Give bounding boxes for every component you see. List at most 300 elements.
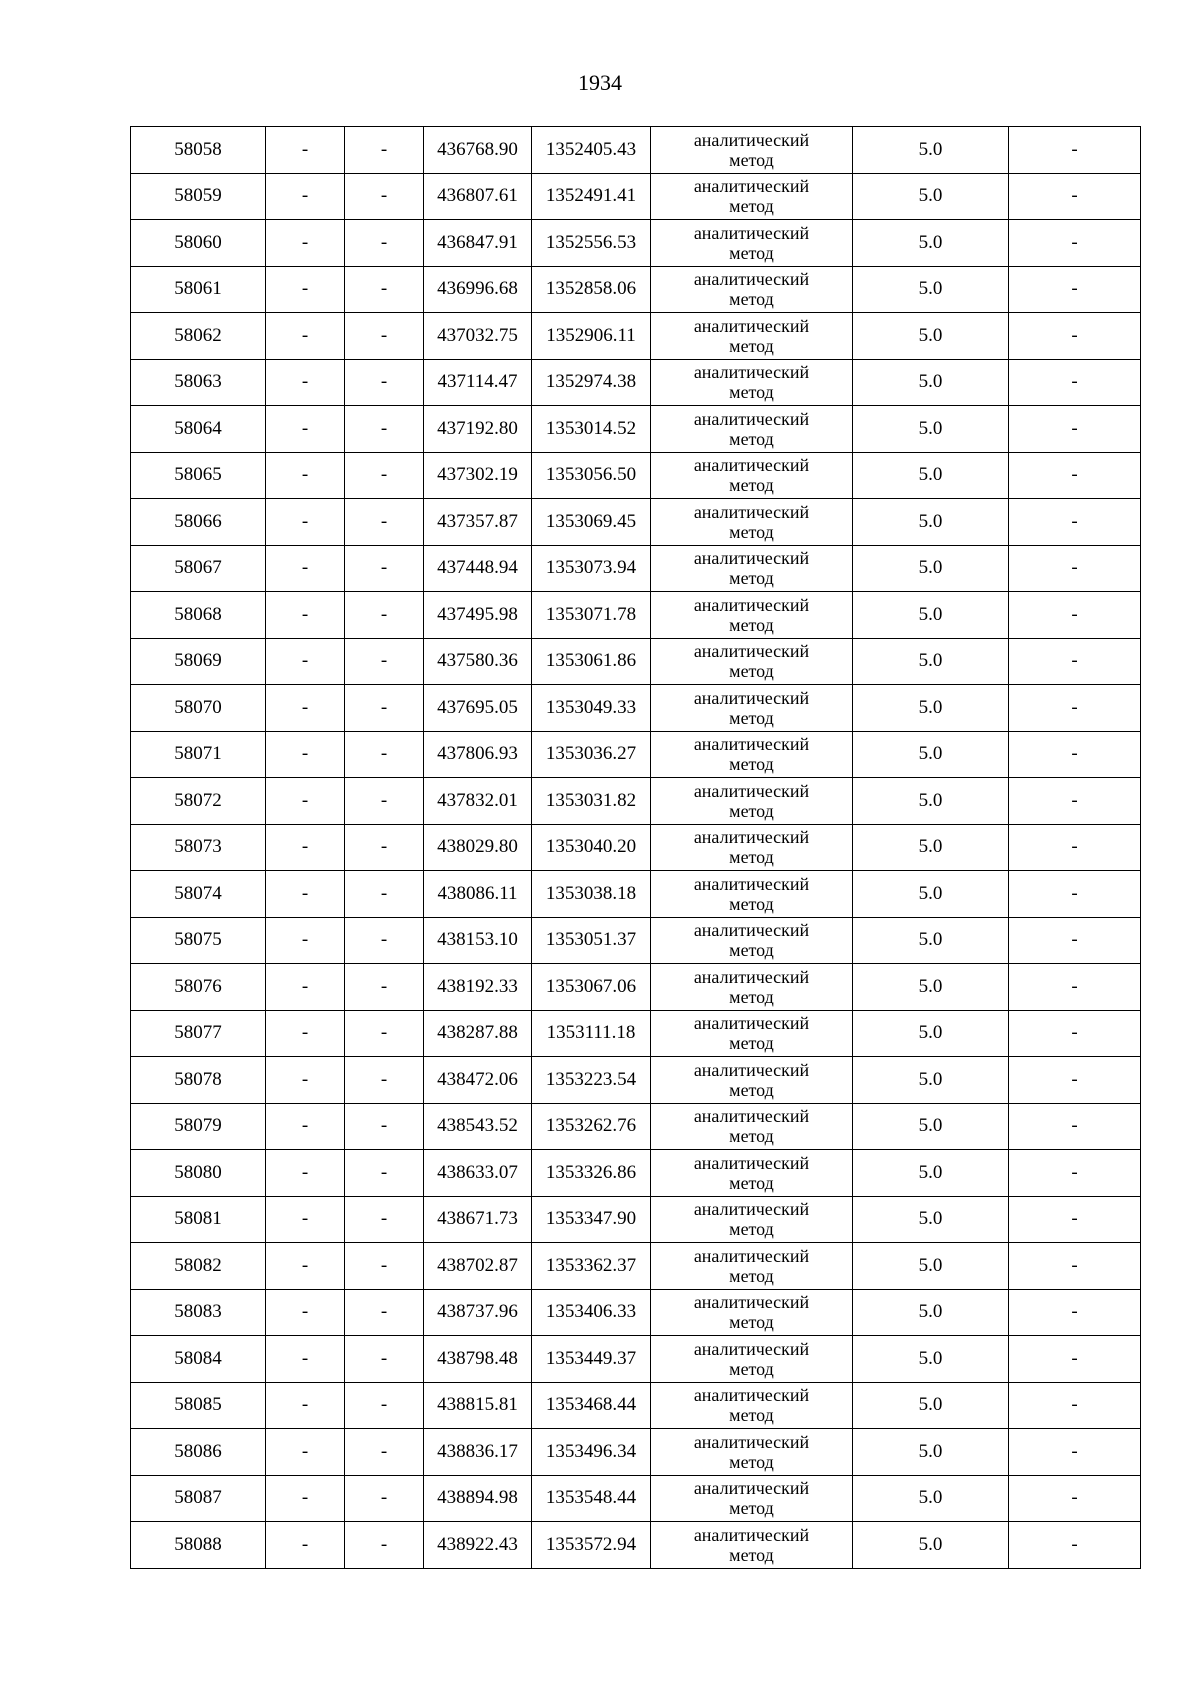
table-row [131,1243,1141,1290]
empty-dash-cell: - [345,1336,424,1383]
method-line-2: метод [729,335,774,356]
method-cell [651,871,853,918]
method-cell [651,638,853,685]
y-coordinate-cell: 1352491.41 [532,173,651,220]
point-number-cell: 58087 [131,1475,266,1522]
point-number-cell: 58067 [131,545,266,592]
y-coordinate-cell: 1353449.37 [532,1336,651,1383]
x-coordinate-cell: 436996.68 [424,266,532,313]
empty-dash-cell: - [345,1382,424,1429]
method-cell [651,1057,853,1104]
precision-cell: 5.0 [853,1522,1009,1569]
empty-dash-cell: - [345,1196,424,1243]
point-number-cell: 58078 [131,1057,266,1104]
table-row [131,1150,1141,1197]
empty-dash-cell: - [345,871,424,918]
note-cell: - [1009,731,1141,778]
empty-dash-cell: - [266,499,345,546]
y-coordinate-cell: 1353038.18 [532,871,651,918]
y-coordinate-cell: 1352906.11 [532,313,651,360]
empty-dash-cell: - [266,824,345,871]
note-cell: - [1009,1150,1141,1197]
precision-cell: 5.0 [853,1382,1009,1429]
point-number-cell: 58073 [131,824,266,871]
method-line-2: метод [729,986,774,1007]
method-line-2: метод [729,847,774,868]
note-cell: - [1009,1057,1141,1104]
y-coordinate-cell: 1353362.37 [532,1243,651,1290]
empty-dash-cell: - [345,359,424,406]
point-number-cell: 58064 [131,406,266,453]
method-cell [651,127,853,174]
method-line-1: аналитический [693,455,810,476]
empty-dash-cell: - [345,824,424,871]
x-coordinate-cell: 437032.75 [424,313,532,360]
precision-cell: 5.0 [853,1103,1009,1150]
method-line-1: аналитический [693,1106,810,1127]
precision-cell: 5.0 [853,220,1009,267]
empty-dash-cell: - [345,1289,424,1336]
y-coordinate-cell: 1353036.27 [532,731,651,778]
y-coordinate-cell: 1353061.86 [532,638,651,685]
method-line-1: аналитический [693,966,810,987]
note-cell: - [1009,499,1141,546]
note-cell: - [1009,871,1141,918]
y-coordinate-cell: 1353111.18 [532,1010,651,1057]
method-cell [651,173,853,220]
method-cell [651,685,853,732]
precision-cell: 5.0 [853,499,1009,546]
empty-dash-cell: - [345,1103,424,1150]
precision-cell: 5.0 [853,592,1009,639]
note-cell: - [1009,1336,1141,1383]
method-line-2: метод [729,1265,774,1286]
method-line-2: метод [729,1544,774,1565]
empty-dash-cell: - [266,545,345,592]
empty-dash-cell: - [266,1196,345,1243]
x-coordinate-cell: 438472.06 [424,1057,532,1104]
method-line-2: метод [729,893,774,914]
empty-dash-cell: - [345,685,424,732]
table-row [131,1429,1141,1476]
precision-cell: 5.0 [853,638,1009,685]
x-coordinate-cell: 438086.11 [424,871,532,918]
method-cell [651,778,853,825]
x-coordinate-cell: 437302.19 [424,452,532,499]
point-number-cell: 58085 [131,1382,266,1429]
table-row [131,592,1141,639]
table-row [131,778,1141,825]
method-line-1: аналитический [693,222,810,243]
precision-cell: 5.0 [853,731,1009,778]
note-cell: - [1009,592,1141,639]
note-cell: - [1009,1475,1141,1522]
note-cell: - [1009,173,1141,220]
precision-cell: 5.0 [853,1010,1009,1057]
note-cell: - [1009,824,1141,871]
empty-dash-cell: - [345,1150,424,1197]
precision-cell: 5.0 [853,1150,1009,1197]
empty-dash-cell: - [345,731,424,778]
method-cell [651,1382,853,1429]
table-row [131,964,1141,1011]
method-cell [651,1522,853,1569]
method-line-2: метод [729,382,774,403]
empty-dash-cell: - [266,1103,345,1150]
method-line-2: метод [729,242,774,263]
y-coordinate-cell: 1353049.33 [532,685,651,732]
precision-cell: 5.0 [853,1336,1009,1383]
empty-dash-cell: - [345,127,424,174]
table-row [131,545,1141,592]
method-line-1: аналитический [693,1199,810,1220]
y-coordinate-cell: 1353073.94 [532,545,651,592]
x-coordinate-cell: 437580.36 [424,638,532,685]
method-line-2: метод [729,661,774,682]
table-row [131,638,1141,685]
x-coordinate-cell: 438815.81 [424,1382,532,1429]
method-line-1: аналитический [693,315,810,336]
precision-cell: 5.0 [853,964,1009,1011]
precision-cell: 5.0 [853,1429,1009,1476]
method-line-1: аналитический [693,362,810,383]
table-row [131,1382,1141,1429]
method-line-2: метод [729,614,774,635]
empty-dash-cell: - [345,917,424,964]
method-line-1: аналитический [693,176,810,197]
method-line-2: метод [729,1405,774,1426]
method-line-2: метод [729,1451,774,1472]
point-number-cell: 58084 [131,1336,266,1383]
note-cell: - [1009,452,1141,499]
method-cell [651,1336,853,1383]
x-coordinate-cell: 437192.80 [424,406,532,453]
method-cell [651,1429,853,1476]
method-line-1: аналитический [693,1013,810,1034]
x-coordinate-cell: 436847.91 [424,220,532,267]
note-cell: - [1009,638,1141,685]
empty-dash-cell: - [266,1522,345,1569]
x-coordinate-cell: 437495.98 [424,592,532,639]
point-number-cell: 58088 [131,1522,266,1569]
method-line-2: метод [729,1358,774,1379]
point-number-cell: 58061 [131,266,266,313]
y-coordinate-cell: 1353071.78 [532,592,651,639]
point-number-cell: 58079 [131,1103,266,1150]
empty-dash-cell: - [266,1289,345,1336]
empty-dash-cell: - [345,406,424,453]
empty-dash-cell: - [266,406,345,453]
precision-cell: 5.0 [853,778,1009,825]
method-line-2: метод [729,1172,774,1193]
method-cell [651,499,853,546]
empty-dash-cell: - [345,1010,424,1057]
point-number-cell: 58062 [131,313,266,360]
point-number-cell: 58069 [131,638,266,685]
point-number-cell: 58071 [131,731,266,778]
note-cell: - [1009,964,1141,1011]
method-line-2: метод [729,1498,774,1519]
point-number-cell: 58060 [131,220,266,267]
x-coordinate-cell: 438737.96 [424,1289,532,1336]
point-number-cell: 58066 [131,499,266,546]
empty-dash-cell: - [345,1475,424,1522]
method-line-1: аналитический [693,548,810,569]
method-cell [651,359,853,406]
table-row [131,220,1141,267]
method-line-2: метод [729,1126,774,1147]
method-line-2: метод [729,754,774,775]
method-cell [651,917,853,964]
method-cell [651,1196,853,1243]
table-row [131,499,1141,546]
method-cell [651,964,853,1011]
table-row [131,871,1141,918]
point-number-cell: 58086 [131,1429,266,1476]
method-line-2: метод [729,1219,774,1240]
precision-cell: 5.0 [853,917,1009,964]
point-number-cell: 58065 [131,452,266,499]
point-number-cell: 58076 [131,964,266,1011]
table-row [131,1336,1141,1383]
precision-cell: 5.0 [853,313,1009,360]
precision-cell: 5.0 [853,1196,1009,1243]
note-cell: - [1009,1010,1141,1057]
precision-cell: 5.0 [853,266,1009,313]
point-number-cell: 58082 [131,1243,266,1290]
empty-dash-cell: - [266,1429,345,1476]
method-line-1: аналитический [693,129,810,150]
y-coordinate-cell: 1352858.06 [532,266,651,313]
empty-dash-cell: - [345,592,424,639]
point-number-cell: 58075 [131,917,266,964]
y-coordinate-cell: 1352556.53 [532,220,651,267]
precision-cell: 5.0 [853,173,1009,220]
x-coordinate-cell: 437832.01 [424,778,532,825]
empty-dash-cell: - [266,173,345,220]
y-coordinate-cell: 1353069.45 [532,499,651,546]
precision-cell: 5.0 [853,1057,1009,1104]
method-cell [651,1150,853,1197]
x-coordinate-cell: 438192.33 [424,964,532,1011]
empty-dash-cell: - [266,1336,345,1383]
note-cell: - [1009,266,1141,313]
x-coordinate-cell: 437114.47 [424,359,532,406]
point-number-cell: 58080 [131,1150,266,1197]
note-cell: - [1009,406,1141,453]
empty-dash-cell: - [345,1522,424,1569]
method-cell [651,1475,853,1522]
x-coordinate-cell: 438153.10 [424,917,532,964]
method-line-2: метод [729,568,774,589]
method-line-1: аналитический [693,827,810,848]
empty-dash-cell: - [345,1429,424,1476]
table-row [131,1475,1141,1522]
method-line-2: метод [729,475,774,496]
empty-dash-cell: - [266,1243,345,1290]
empty-dash-cell: - [266,1057,345,1104]
method-cell [651,1103,853,1150]
method-cell [651,545,853,592]
point-number-cell: 58058 [131,127,266,174]
method-line-1: аналитический [693,1524,810,1545]
method-line-1: аналитический [693,501,810,522]
note-cell: - [1009,1382,1141,1429]
x-coordinate-cell: 438633.07 [424,1150,532,1197]
method-cell [651,313,853,360]
table-row [131,452,1141,499]
method-cell [651,592,853,639]
method-line-2: метод [729,940,774,961]
y-coordinate-cell: 1353051.37 [532,917,651,964]
x-coordinate-cell: 438543.52 [424,1103,532,1150]
method-cell [651,1010,853,1057]
method-line-1: аналитический [693,269,810,290]
method-line-1: аналитический [693,1292,810,1313]
x-coordinate-cell: 436768.90 [424,127,532,174]
empty-dash-cell: - [266,359,345,406]
empty-dash-cell: - [345,499,424,546]
note-cell: - [1009,917,1141,964]
method-line-1: аналитический [693,734,810,755]
precision-cell: 5.0 [853,824,1009,871]
x-coordinate-cell: 437695.05 [424,685,532,732]
page-number: 1934 [578,70,622,95]
table-row [131,1010,1141,1057]
empty-dash-cell: - [266,964,345,1011]
x-coordinate-cell: 438702.87 [424,1243,532,1290]
table-body [131,127,1141,1569]
y-coordinate-cell: 1353031.82 [532,778,651,825]
note-cell: - [1009,778,1141,825]
x-coordinate-cell: 438836.17 [424,1429,532,1476]
method-line-2: метод [729,800,774,821]
table-row [131,313,1141,360]
empty-dash-cell: - [345,173,424,220]
y-coordinate-cell: 1353067.06 [532,964,651,1011]
empty-dash-cell: - [266,266,345,313]
table-row [131,1196,1141,1243]
note-cell: - [1009,1243,1141,1290]
table-row [131,824,1141,871]
empty-dash-cell: - [345,778,424,825]
precision-cell: 5.0 [853,1243,1009,1290]
y-coordinate-cell: 1353056.50 [532,452,651,499]
y-coordinate-cell: 1353040.20 [532,824,651,871]
precision-cell: 5.0 [853,685,1009,732]
table-row [131,406,1141,453]
table-row [131,917,1141,964]
empty-dash-cell: - [345,452,424,499]
method-line-1: аналитический [693,641,810,662]
method-cell [651,266,853,313]
x-coordinate-cell: 437448.94 [424,545,532,592]
y-coordinate-cell: 1353014.52 [532,406,651,453]
empty-dash-cell: - [266,313,345,360]
y-coordinate-cell: 1352405.43 [532,127,651,174]
table-row [131,173,1141,220]
point-number-cell: 58074 [131,871,266,918]
x-coordinate-cell: 438287.88 [424,1010,532,1057]
x-coordinate-cell: 438671.73 [424,1196,532,1243]
y-coordinate-cell: 1353326.86 [532,1150,651,1197]
point-number-cell: 58072 [131,778,266,825]
precision-cell: 5.0 [853,1289,1009,1336]
method-line-1: аналитический [693,687,810,708]
note-cell: - [1009,1429,1141,1476]
method-line-2: метод [729,1312,774,1333]
precision-cell: 5.0 [853,359,1009,406]
method-line-1: аналитический [693,1385,810,1406]
x-coordinate-cell: 438894.98 [424,1475,532,1522]
y-coordinate-cell: 1353468.44 [532,1382,651,1429]
empty-dash-cell: - [345,313,424,360]
method-line-1: аналитический [693,594,810,615]
y-coordinate-cell: 1352974.38 [532,359,651,406]
note-cell: - [1009,359,1141,406]
empty-dash-cell: - [266,778,345,825]
point-number-cell: 58063 [131,359,266,406]
method-line-2: метод [729,196,774,217]
table-row [131,127,1141,174]
table-row [131,359,1141,406]
x-coordinate-cell: 438029.80 [424,824,532,871]
note-cell: - [1009,220,1141,267]
empty-dash-cell: - [266,592,345,639]
table-row [131,731,1141,778]
table-row [131,685,1141,732]
empty-dash-cell: - [266,871,345,918]
precision-cell: 5.0 [853,406,1009,453]
table-row [131,1057,1141,1104]
method-line-2: метод [729,428,774,449]
x-coordinate-cell: 438922.43 [424,1522,532,1569]
empty-dash-cell: - [345,266,424,313]
method-line-2: метод [729,521,774,542]
table-row [131,266,1141,313]
y-coordinate-cell: 1353262.76 [532,1103,651,1150]
y-coordinate-cell: 1353496.34 [532,1429,651,1476]
empty-dash-cell: - [266,917,345,964]
point-number-cell: 58070 [131,685,266,732]
empty-dash-cell: - [266,127,345,174]
y-coordinate-cell: 1353548.44 [532,1475,651,1522]
empty-dash-cell: - [266,1475,345,1522]
table-row [131,1103,1141,1150]
y-coordinate-cell: 1353347.90 [532,1196,651,1243]
empty-dash-cell: - [345,545,424,592]
x-coordinate-cell: 437357.87 [424,499,532,546]
empty-dash-cell: - [345,638,424,685]
method-line-1: аналитический [693,1152,810,1173]
note-cell: - [1009,1289,1141,1336]
method-line-2: метод [729,707,774,728]
note-cell: - [1009,1103,1141,1150]
empty-dash-cell: - [345,1243,424,1290]
empty-dash-cell: - [266,731,345,778]
method-line-1: аналитический [693,1245,810,1266]
note-cell: - [1009,1196,1141,1243]
method-line-2: метод [729,149,774,170]
precision-cell: 5.0 [853,545,1009,592]
method-line-1: аналитический [693,1059,810,1080]
coordinates-table [130,126,1141,1569]
precision-cell: 5.0 [853,1475,1009,1522]
y-coordinate-cell: 1353406.33 [532,1289,651,1336]
method-cell [651,1289,853,1336]
note-cell: - [1009,685,1141,732]
point-number-cell: 58077 [131,1010,266,1057]
